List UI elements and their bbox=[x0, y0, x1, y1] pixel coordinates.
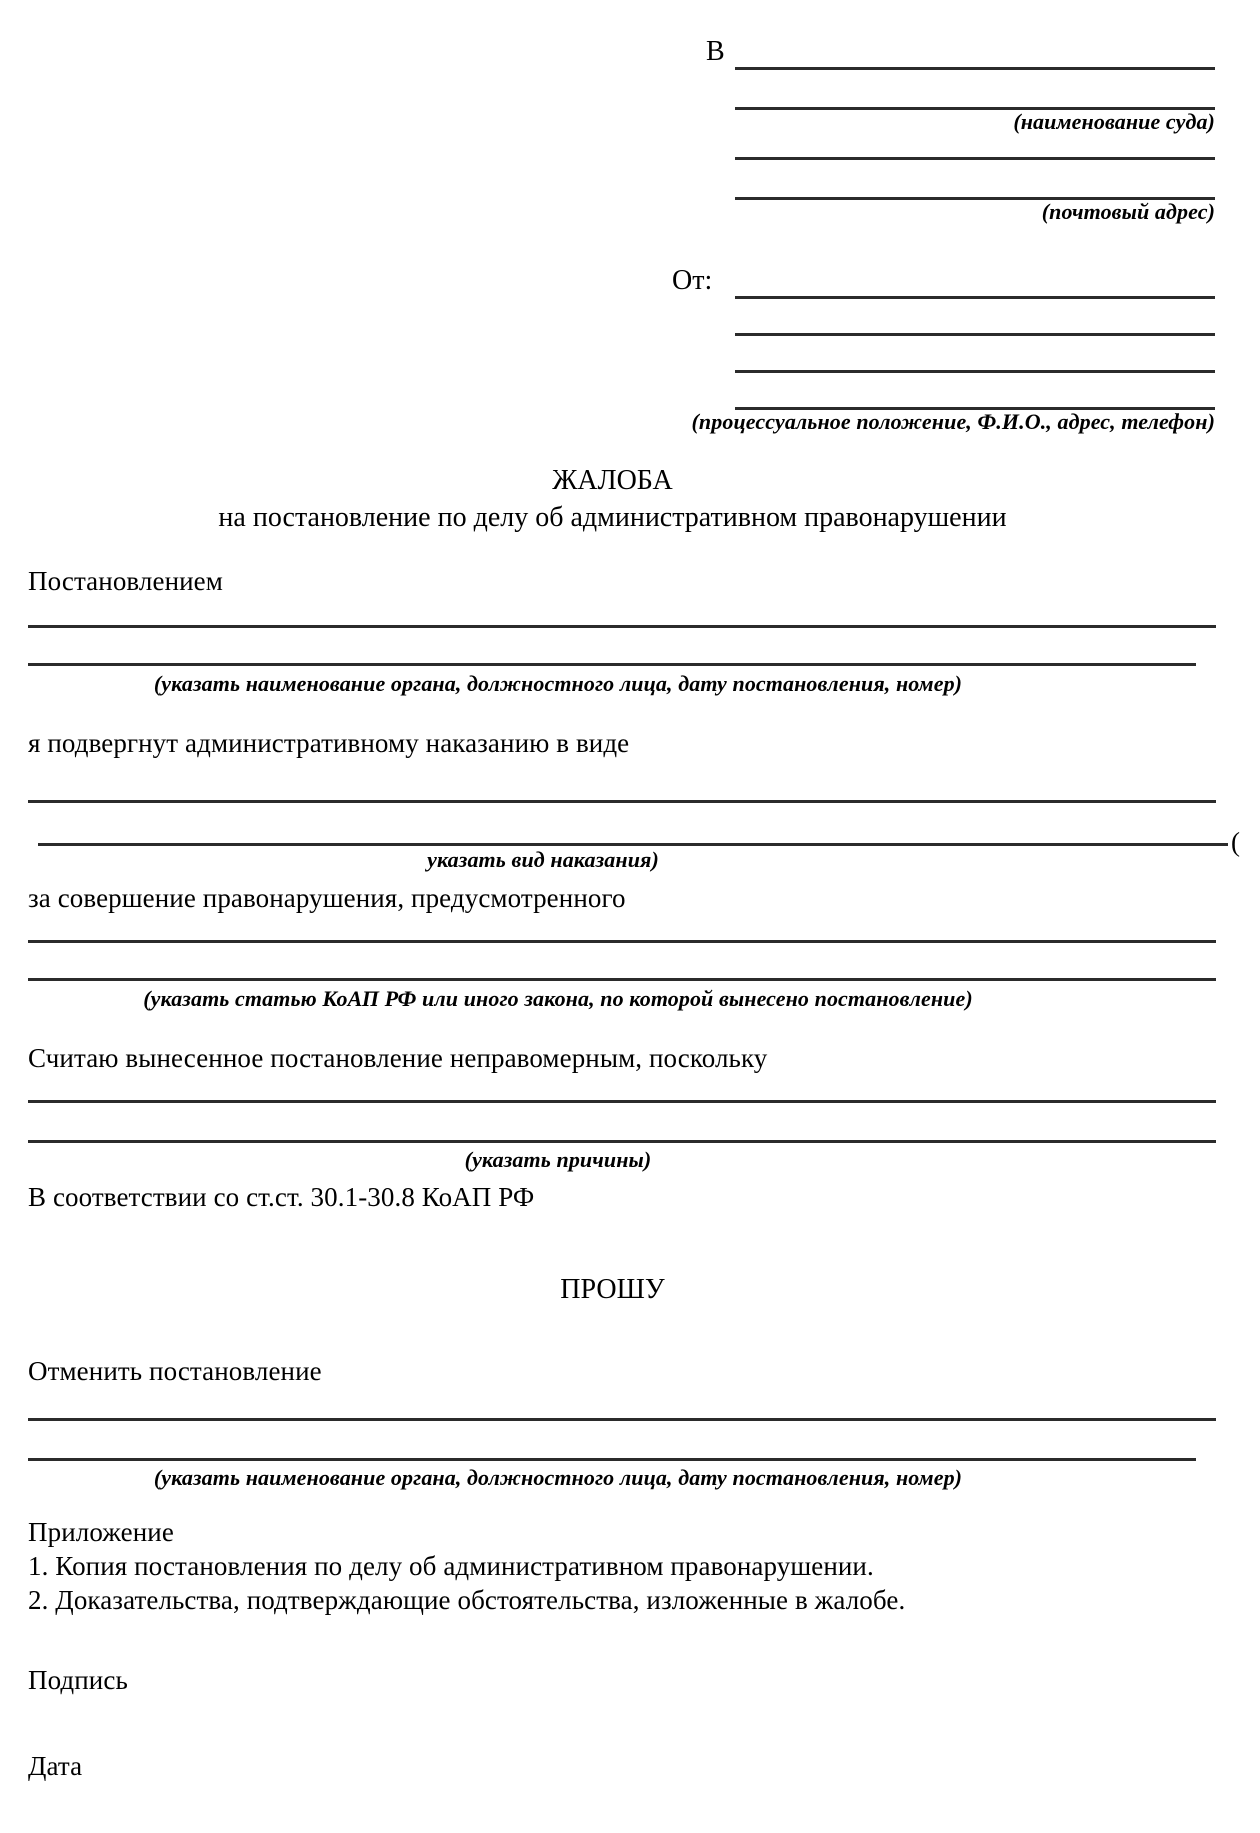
date-label: Дата bbox=[28, 1751, 83, 1781]
court-name-line-1[interactable] bbox=[735, 67, 1215, 70]
offence-label: за совершение правонарушения, предусмотренного bbox=[28, 883, 626, 913]
intro-label: Постановлением bbox=[28, 566, 223, 596]
offence-line-1[interactable] bbox=[28, 940, 1216, 943]
offence-caption: (указать статью КоАП РФ или иного закона, по которой вынесено постановление) bbox=[143, 986, 973, 1011]
postal-address-caption: (почтовый адрес) bbox=[1041, 199, 1215, 224]
sender-line-2[interactable] bbox=[735, 333, 1215, 336]
postal-address-line-1[interactable] bbox=[735, 157, 1215, 160]
reason-line-1[interactable] bbox=[28, 1100, 1216, 1103]
attachment-item-1: 1. Копия постановления по делу об административном правонарушении. bbox=[28, 1551, 874, 1581]
intro-line-1[interactable] bbox=[28, 625, 1216, 628]
request-action-label: Отменить постановление bbox=[28, 1356, 322, 1386]
legal-basis-text: В соответствии со ст.ст. 30.1-30.8 КоАП РФ bbox=[28, 1182, 535, 1212]
reason-label: Считаю вынесенное постановление неправомерным, поскольку bbox=[28, 1043, 768, 1073]
reason-line-2[interactable] bbox=[28, 1140, 1216, 1143]
request-heading: ПРОШУ bbox=[560, 1274, 665, 1305]
penalty-open-paren: ( bbox=[1231, 827, 1240, 857]
reason-caption: (указать причины) bbox=[464, 1147, 652, 1172]
request-caption: (указать наименование органа, должностного лица, дату постановления, номер) bbox=[153, 1465, 963, 1490]
signature-label: Подпись bbox=[28, 1665, 128, 1695]
sender-line-1[interactable] bbox=[735, 296, 1215, 299]
attachment-item-2: 2. Доказательства, подтверждающие обстоятельства, изложенные в жалобе. bbox=[28, 1585, 906, 1615]
penalty-label: я подвергнут административному наказанию в виде bbox=[28, 728, 630, 758]
intro-line-2[interactable] bbox=[28, 663, 1196, 666]
penalty-line-2[interactable] bbox=[38, 843, 1228, 846]
request-line-2[interactable] bbox=[28, 1458, 1196, 1461]
attachments-heading: Приложение bbox=[28, 1517, 174, 1547]
sender-line-3[interactable] bbox=[735, 370, 1215, 373]
page-subtitle: на постановление по делу об административном правонарушении bbox=[218, 502, 1007, 533]
penalty-line-1[interactable] bbox=[28, 800, 1216, 803]
sender-caption: (процессуальное положение, Ф.И.О., адрес, телефон) bbox=[691, 409, 1215, 434]
intro-caption: (указать наименование органа, должностного лица, дату постановления, номер) bbox=[153, 671, 963, 696]
offence-line-2[interactable] bbox=[28, 978, 1216, 981]
court-name-caption: (наименование суда) bbox=[1013, 109, 1215, 134]
penalty-caption: указать вид наказания) bbox=[427, 847, 659, 872]
page-title: ЖАЛОБА bbox=[552, 465, 673, 496]
addressee-label: В bbox=[706, 36, 725, 67]
sender-label: От: bbox=[672, 265, 713, 296]
request-line-1[interactable] bbox=[28, 1418, 1216, 1421]
